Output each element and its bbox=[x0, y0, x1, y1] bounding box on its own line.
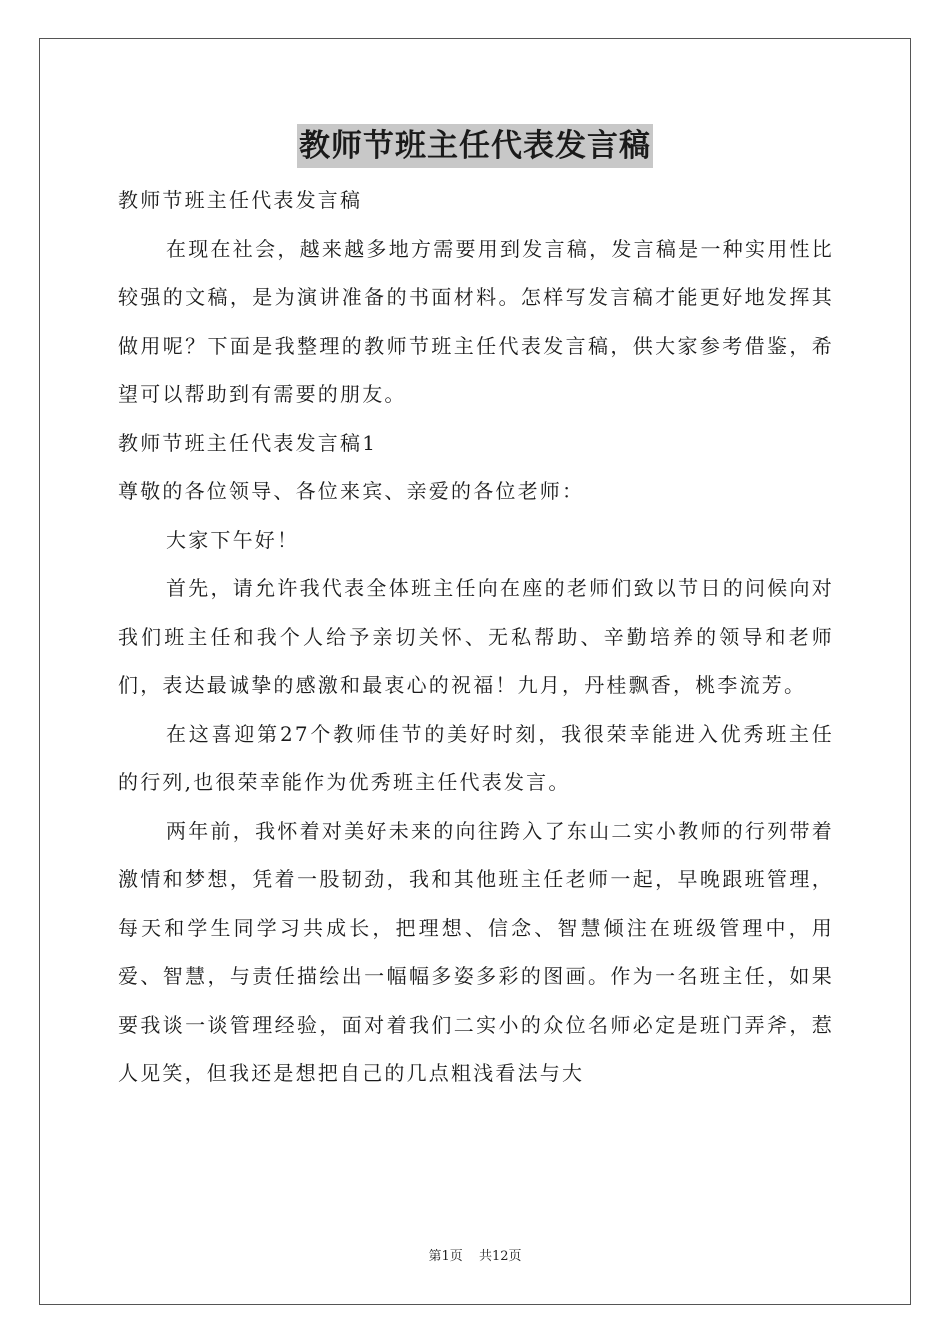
paragraph: 大家下午好！ bbox=[166, 527, 300, 552]
page-number: 第1页 bbox=[428, 1249, 463, 1264]
document-body bbox=[118, 176, 834, 1098]
paragraph: 教师节班主任代表发言稿1 bbox=[118, 430, 378, 455]
paragraph: 两年前，我怀着对美好未来的向往跨入了东山二实小教师的行列带着激情和梦想，凭着一股韧劲，我和其他班主任老师一起，早晚跟班管理，每天和学生同学习共成长，把理想、信念、智慧倾注在班级管理中，用爱、智慧，与责任描绘出一幅幅多姿多彩的图画。作为一名班主任，如果要我谈一谈管理经验，面对着我们二实小的众位名师必定是班门弄斧，惹人见笑，但我还是想把自己的几点粗浅看法与大 bbox=[118, 818, 834, 1085]
document-title: 教师节班主任代表发言稿 bbox=[297, 124, 653, 168]
paragraph: 在现在社会，越来越多地方需要用到发言稿，发言稿是一种实用性比较强的文稿，是为演讲准备的书面材料。怎样写发言稿才能更好地发挥其做用呢？下面是我整理的教师节班主任代表发言稿，供大家参考借鉴，希望可以帮助到有需要的朋友。 bbox=[118, 236, 834, 406]
paragraph: 首先，请允许我代表全体班主任向在座的老师们致以节日的问候向对我们班主任和我个人给予亲切关怀、无私帮助、辛勤培养的领导和老师们，表达最诚挚的感激和最衷心的祝福！九月，丹桂飘香，桃李流芳。 bbox=[118, 576, 834, 697]
paragraph: 尊敬的各位领导、各位来宾、亲爱的各位老师： bbox=[118, 479, 585, 503]
page-total: 共12页 bbox=[478, 1249, 522, 1264]
paragraph: 教师节班主任代表发言稿 bbox=[118, 188, 363, 212]
page-footer bbox=[0, 1245, 950, 1264]
paragraph: 在这喜迎第27个教师佳节的美好时刻，我很荣幸能进入优秀班主任的行列,也很荣幸能作为优秀班主任代表发言。 bbox=[118, 721, 834, 794]
title-area bbox=[0, 124, 950, 168]
